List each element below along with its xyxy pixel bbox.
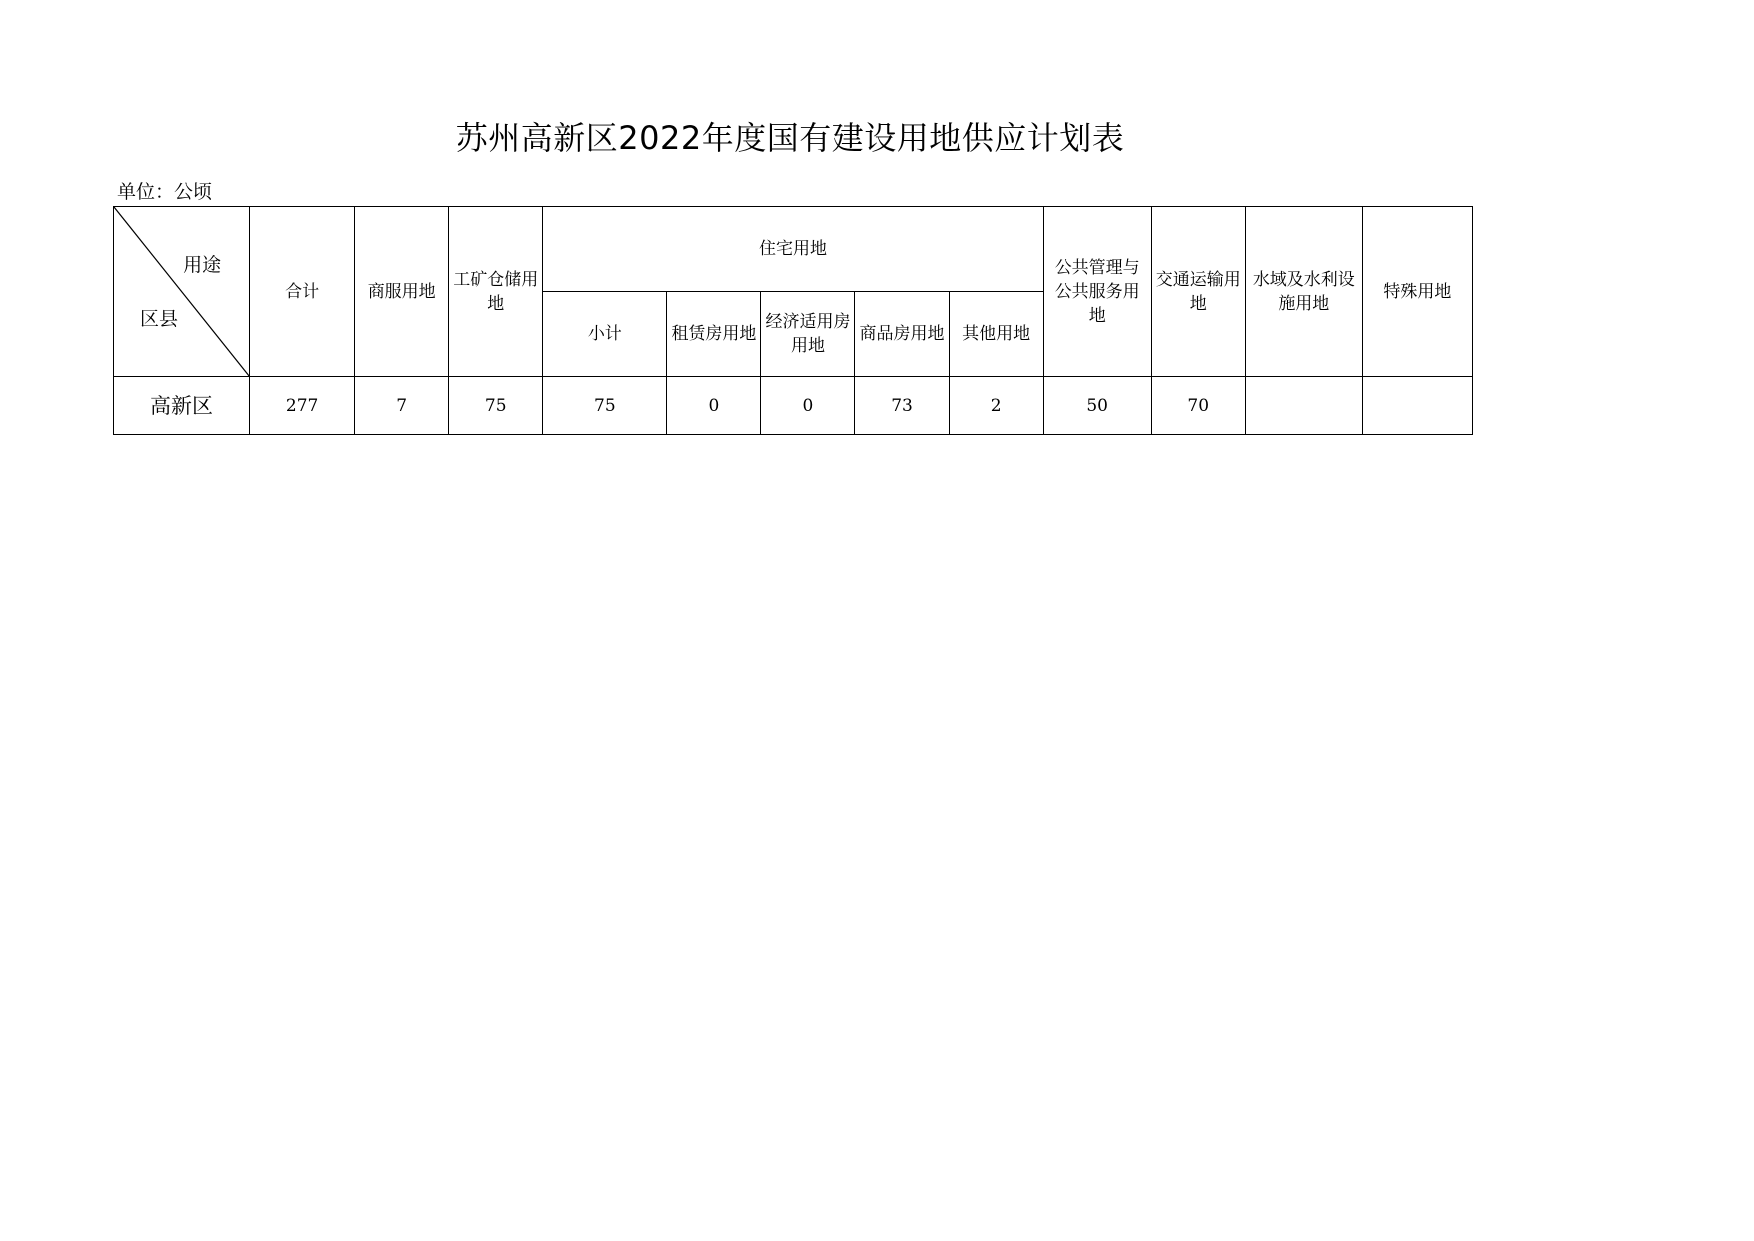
res-commodity-cell: 73 <box>855 377 949 435</box>
header-res-subtotal: 小计 <box>543 292 667 377</box>
header-res-rental: 租赁房用地 <box>667 292 761 377</box>
header-public-service: 公共管理与公共服务用地 <box>1043 207 1151 377</box>
header-commercial: 商服用地 <box>355 207 449 377</box>
diagonal-line <box>114 207 249 376</box>
corner-region-label: 区县 <box>140 308 179 330</box>
res-other-cell: 2 <box>949 377 1043 435</box>
commercial-cell: 7 <box>355 377 449 435</box>
header-total: 合计 <box>250 207 355 377</box>
res-subtotal-cell: 75 <box>543 377 667 435</box>
water-cell <box>1245 377 1362 435</box>
res-affordable-cell: 0 <box>761 377 855 435</box>
header-res-other: 其他用地 <box>949 292 1043 377</box>
res-rental-cell: 0 <box>667 377 761 435</box>
district-cell: 高新区 <box>114 377 250 435</box>
unit-label: 单位：公顷 <box>117 181 213 203</box>
land-supply-table <box>113 206 1473 435</box>
header-row-1 <box>114 207 1473 292</box>
corner-use-label: 用途 <box>183 254 222 276</box>
special-cell <box>1362 377 1472 435</box>
header-transport: 交通运输用地 <box>1151 207 1245 377</box>
industrial-cell: 75 <box>449 377 543 435</box>
total-cell: 277 <box>250 377 355 435</box>
page-title: 苏州高新区2022年度国有建设用地供应计划表 <box>455 119 1125 157</box>
transport-cell: 70 <box>1151 377 1245 435</box>
public-service-cell: 50 <box>1043 377 1151 435</box>
header-water: 水域及水利设施用地 <box>1245 207 1362 377</box>
header-special: 特殊用地 <box>1362 207 1472 377</box>
header-industrial: 工矿仓储用地 <box>449 207 543 377</box>
corner-header-cell <box>114 207 250 377</box>
table-row <box>114 377 1473 435</box>
header-res-commodity: 商品房用地 <box>855 292 949 377</box>
header-res-affordable: 经济适用房用地 <box>761 292 855 377</box>
header-residential: 住宅用地 <box>543 207 1043 292</box>
